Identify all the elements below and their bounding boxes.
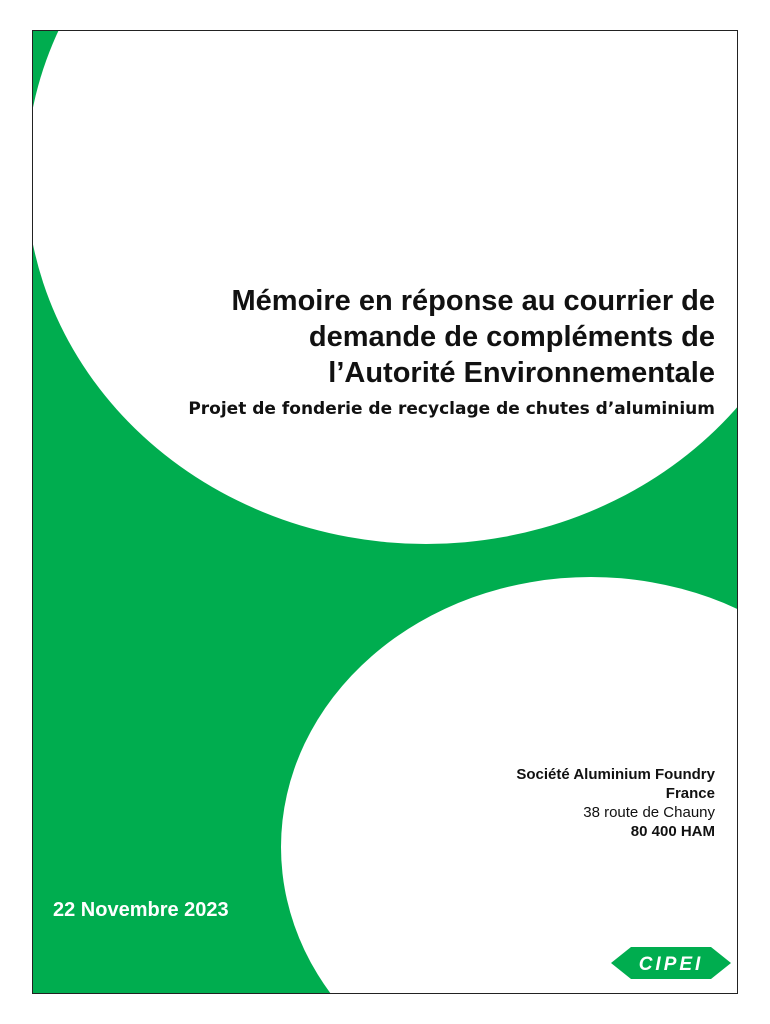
company-name: Société Aluminium Foundry: [516, 766, 715, 783]
document-title: [115, 283, 715, 391]
cover-page: [32, 30, 738, 994]
company-city: 80 400 HAM: [630, 823, 715, 840]
company-address: [516, 765, 715, 841]
document-date: 22 Novembre 2023: [53, 899, 229, 921]
cipei-logo: [611, 943, 731, 983]
logo-text: CIPEI: [638, 954, 704, 975]
document-subtitle: Projet de fonderie de recyclage de chutes d’aluminium: [188, 399, 715, 419]
cover-background: [33, 31, 738, 994]
title-line: Mémoire en réponse au courrier de: [231, 285, 715, 317]
title-line: demande de compléments de: [308, 321, 715, 353]
company-street: 38 route de Chauny: [583, 804, 715, 821]
company-country: France: [665, 785, 715, 802]
title-line: l’Autorité Environnementale: [328, 357, 715, 389]
